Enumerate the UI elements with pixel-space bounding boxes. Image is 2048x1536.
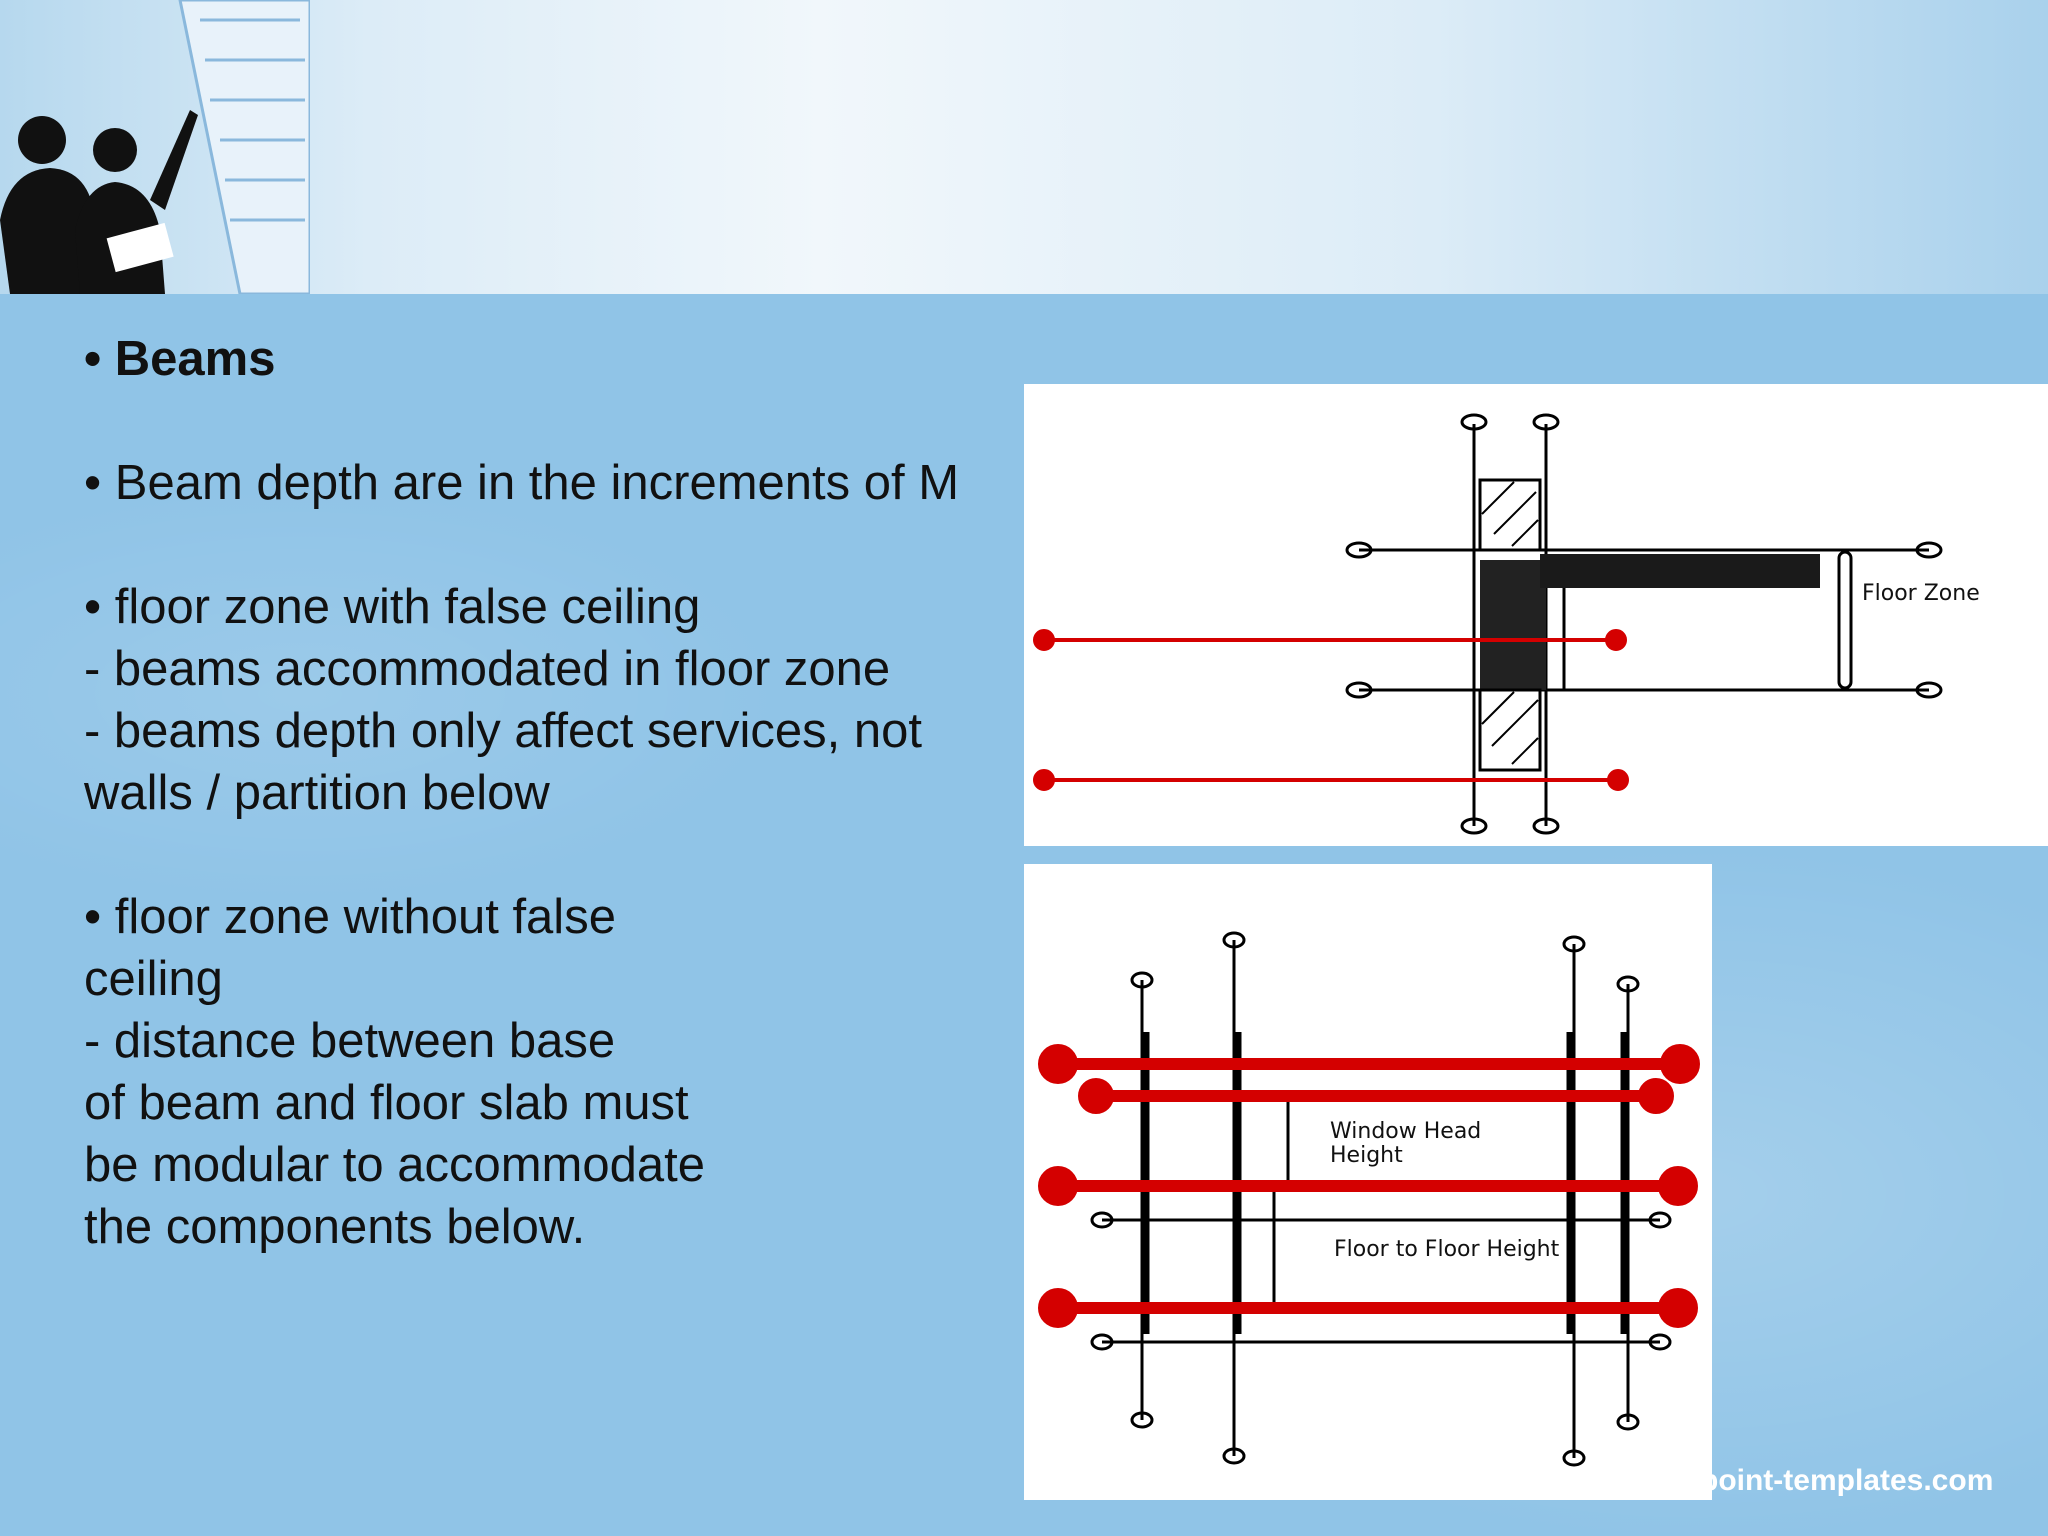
window-head-height-label: Window Head Height [1330,1119,1482,1168]
bullet-beam-depth: • Beam depth are in the increments of M [84,456,960,510]
slide-body-text [84,328,1004,1258]
floor-height-diagram [1024,864,1712,1500]
watermark-text: point-templates.com [1700,1464,1994,1497]
floor-zone-label: Floor Zone [1862,581,1980,606]
engineers-illustration [0,0,310,294]
floor-zone-diagram [1024,384,2048,846]
bullet-floor-zone-with-ceiling: • floor zone with false ceiling - beams accommodated in floor zone - beams depth only affect services, not walls / partition below [84,580,922,820]
bullet-beams: • Beams [84,332,276,386]
floor-to-floor-height-label: Floor to Floor Height [1334,1237,1560,1262]
bullet-floor-zone-without-ceiling: • floor zone without false ceiling - distance between base of beam and floor slab must be modular to accommodate the components below. [84,890,705,1254]
